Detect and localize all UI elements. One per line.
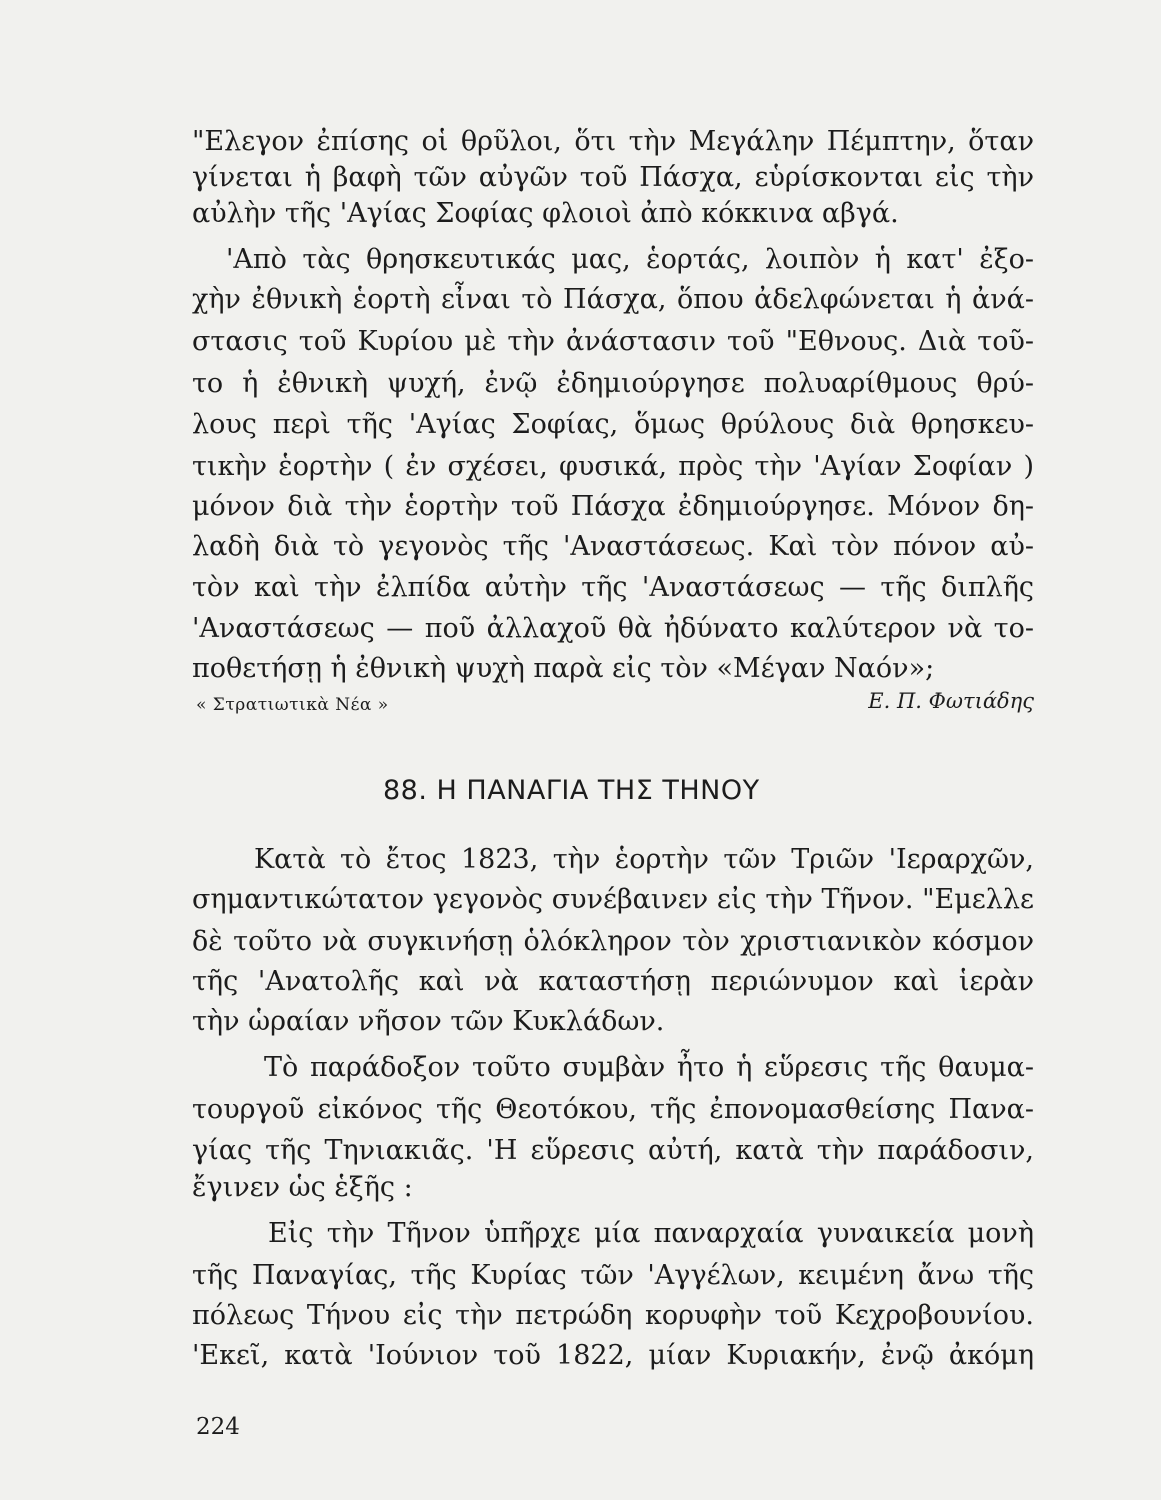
- text-line: χὴν ἐθνικὴ ἑορτὴ εἶναι τὸ Πάσχα, ὅπου ἀδελφώνεται ἡ ἀνά-: [192, 284, 1034, 315]
- text-line: Τὸ παράδοξον τοῦτο συμβὰν ἦτο ἡ εὕρεσις τῆς θαυμα-: [264, 1052, 1034, 1083]
- text-line: Εἰς τὴν Τῆνον ὑπῆρχε μία παναρχαία γυναικεία μονὴ: [268, 1218, 1034, 1249]
- page-number: 224: [196, 1414, 240, 1440]
- text-line: αὐλὴν τῆς 'Αγίας Σοφίας φλοιοὶ ἀπὸ κόκκινα αβγά.: [192, 198, 899, 229]
- text-line: ποθετήσῃ ἡ ἐθνικὴ ψυχὴ παρὰ εἰς τὸν «Μέγαν Ναόν»;: [192, 653, 935, 684]
- text-line: Κατὰ τὸ ἔτος 1823, τὴν ἑορτὴν τῶν Τριῶν 'Ιεραρχῶν,: [254, 844, 1034, 875]
- source-citation: « Στρατιωτικὰ Νέα »: [196, 695, 389, 715]
- text-line: τὴν ὡραίαν νῆσον τῶν Κυκλάδων.: [192, 1006, 665, 1037]
- text-line: "Ελεγον ἐπίσης οἱ θρῦλοι, ὅτι τὴν Μεγάλην Πέμπτην, ὅταν: [192, 126, 1034, 157]
- text-line: μόνον διὰ τὴν ἑορτὴν τοῦ Πάσχα ἐδημιούργησε. Μόνον δη-: [192, 491, 1034, 522]
- text-line: τῆς 'Ανατολῆς καὶ νὰ καταστήσῃ περιώνυμον καὶ ἱερὰν: [192, 966, 1034, 997]
- text-line: τικὴν ἑορτὴν ( ἐν σχέσει, φυσικά, πρὸς τὴν 'Αγίαν Σοφίαν ): [192, 451, 1034, 482]
- text-line: τουργοῦ εἰκόνος τῆς Θεοτόκου, τῆς ἐπονομασθείσης Πανα-: [192, 1094, 1034, 1125]
- text-line: λαδὴ διὰ τὸ γεγονὸς τῆς 'Αναστάσεως. Καὶ τὸν πόνον αὐ-: [192, 531, 1034, 562]
- text-line: ἔγινεν ὡς ἑξῆς :: [192, 1172, 413, 1203]
- text-line: σημαντικώτατον γεγονὸς συνέβαινεν εἰς τὴν Τῆνον. "Εμελλε: [192, 884, 1034, 915]
- text-line: λους περὶ τῆς 'Αγίας Σοφίας, ὅμως θρύλους διὰ θρησκευ-: [192, 409, 1034, 440]
- text-line: πόλεως Τήνου εἰς τὴν πετρώδη κορυφὴν τοῦ Κεχροβουνίου.: [192, 1300, 1034, 1331]
- text-line: 'Απὸ τὰς θρησκευτικάς μας, ἑορτάς, λοιπὸν ἡ κατ' ἐξο-: [226, 244, 1034, 275]
- section-heading: 88. Η ΠΑΝΑΓΙΑ ΤΗΣ ΤΗΝΟΥ: [383, 775, 760, 806]
- text-line: στασις τοῦ Κυρίου μὲ τὴν ἀνάστασιν τοῦ "Εθνους. Διὰ τοῦ-: [192, 326, 1034, 357]
- text-line: γίας τῆς Τηνιακιᾶς. 'Η εὕρεσις αὐτή, κατὰ τὴν παράδοσιν,: [192, 1135, 1034, 1166]
- text-line: 'Αναστάσεως — ποῦ ἀλλαχοῦ θὰ ἠδύνατο καλύτερον νὰ το-: [192, 613, 1034, 644]
- text-line: το ἡ ἐθνικὴ ψυχή, ἐνῷ ἐδημιούργησε πολυαρίθμους θρύ-: [192, 368, 1034, 399]
- author-signature: Ε. Π. Φωτιάδης: [868, 689, 1034, 713]
- text-line: τὸν καὶ τὴν ἐλπίδα αὐτὴν τῆς 'Αναστάσεως — τῆς διπλῆς: [192, 572, 1034, 603]
- text-line: γίνεται ἡ βαφὴ τῶν αὐγῶν τοῦ Πάσχα, εὑρίσκονται εἰς τὴν: [192, 162, 1034, 193]
- text-line: δὲ τοῦτο νὰ συγκινήσῃ ὁλόκληρον τὸν χριστιανικὸν κόσμον: [192, 926, 1034, 957]
- text-line: 'Εκεῖ, κατὰ 'Ιούνιον τοῦ 1822, μίαν Κυριακήν, ἐνῷ ἀκόμη: [192, 1340, 1034, 1371]
- text-line: τῆς Παναγίας, τῆς Κυρίας τῶν 'Αγγέλων, κειμένη ἄνω τῆς: [192, 1260, 1034, 1291]
